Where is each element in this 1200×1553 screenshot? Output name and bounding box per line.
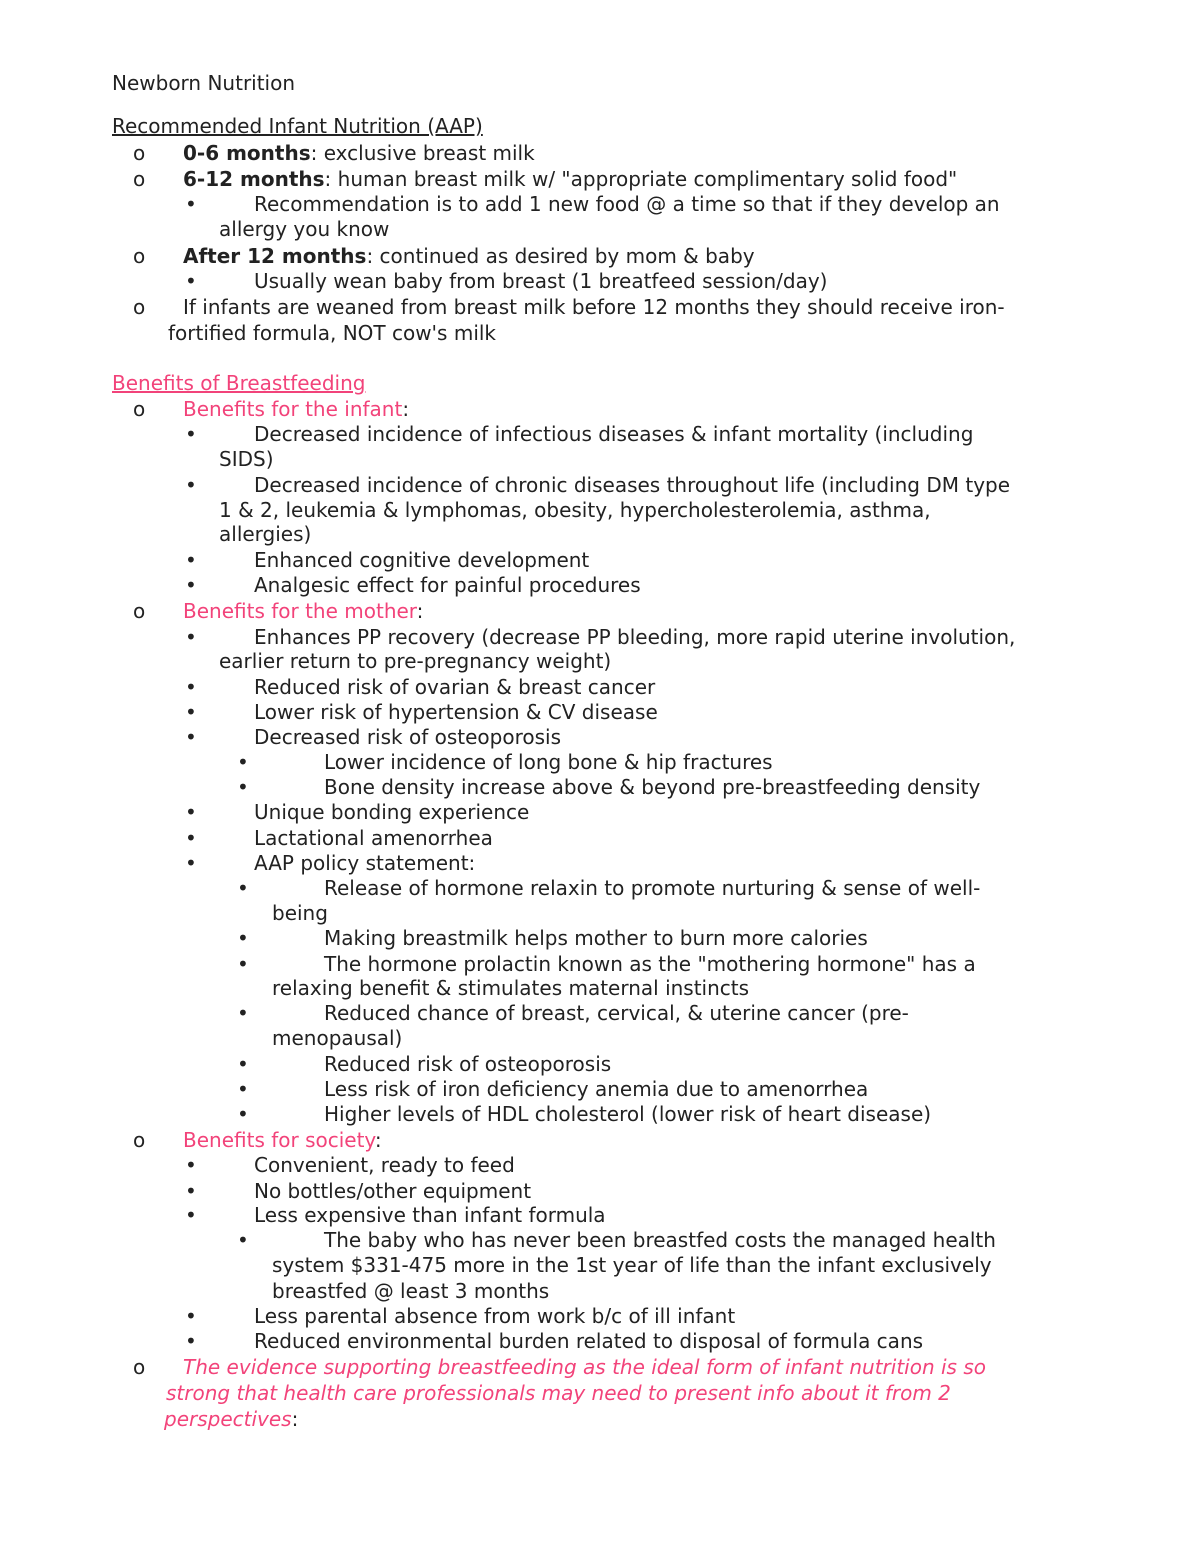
list-item: AAP policy statement: [254, 851, 476, 875]
bullet-dot: • [237, 952, 249, 976]
list-item: The baby who has never been breastfed costs the managed health [324, 1228, 996, 1252]
list-item: Usually wean baby from breast (1 breatfeed session/day) [254, 269, 828, 293]
subheading-text: Benefits for the mother [183, 599, 417, 623]
list-item-continuation: fortified formula, NOT cow's milk [168, 321, 497, 345]
bullet-dot: • [185, 725, 197, 749]
list-item-continuation: allergies) [219, 522, 312, 546]
bullet-circle: o [133, 1128, 146, 1152]
subheading-mother [183, 598, 423, 624]
bullet-dot: • [185, 1304, 197, 1328]
bullet-dot: • [185, 700, 197, 724]
list-item-continuation: system $331-475 more in the 1st year of life than the infant exclusively [272, 1253, 992, 1277]
bullet-dot: • [185, 548, 197, 572]
bullet-circle: o [133, 244, 146, 268]
bullet-dot: • [185, 269, 197, 293]
list-item-continuation: being [272, 901, 328, 925]
bullet-circle: o [133, 1355, 146, 1379]
bullet-dot: • [185, 473, 197, 497]
list-item: Decreased incidence of chronic diseases throughout life (including DM type [254, 473, 1011, 497]
bullet-dot: • [185, 675, 197, 699]
list-item: Convenient, ready to feed [254, 1153, 515, 1177]
subheading-text: Benefits for the infant [183, 397, 403, 421]
list-item: Lactational amenorrhea [254, 826, 493, 850]
bullet-dot: • [185, 192, 197, 216]
bullet-circle: o [133, 599, 146, 623]
item-bold: After 12 months [183, 244, 367, 268]
bullet-dot: • [185, 800, 197, 824]
colon: : [374, 1128, 382, 1152]
list-item: Reduced risk of ovarian & breast cancer [254, 675, 656, 699]
item-text: : exclusive breast milk [310, 141, 535, 165]
list-item: Higher levels of HDL cholesterol (lower risk of heart disease) [324, 1102, 932, 1126]
evidence-statement: The evidence supporting breastfeeding as the ideal form of infant nutrition is so [183, 1355, 986, 1379]
bullet-circle: o [133, 167, 146, 191]
list-item: Enhanced cognitive development [254, 548, 590, 572]
list-item-continuation: 1 & 2, leukemia & lymphomas, obesity, hypercholesterolemia, asthma, [219, 498, 931, 522]
list-item-continuation: earlier return to pre-pregnancy weight) [219, 649, 612, 673]
section-heading-benefits: Benefits of Breastfeeding [112, 371, 366, 395]
list-item: Less expensive than infant formula [254, 1203, 606, 1227]
page-title: Newborn Nutrition [112, 71, 296, 95]
bullet-dot: • [237, 926, 249, 950]
bullet-dot: • [185, 1179, 197, 1203]
bullet-dot: • [185, 1153, 197, 1177]
list-item: Recommendation is to add 1 new food @ a time so that if they develop an [254, 192, 1000, 216]
subheading-society [183, 1127, 382, 1153]
bullet-circle: o [133, 295, 146, 319]
evidence-text: perspectives [164, 1407, 292, 1431]
item-bold: 6-12 months [183, 167, 325, 191]
bullet-dot: • [237, 1228, 249, 1252]
bullet-dot: • [237, 775, 249, 799]
subheading-text: Benefits for society [183, 1128, 375, 1152]
item-text: : continued as desired by mom & baby [366, 244, 755, 268]
evidence-statement-end [164, 1406, 298, 1432]
list-item-continuation: breastfed @ least 3 months [272, 1279, 550, 1303]
list-item: The hormone prolactin known as the "mothering hormone" has a [324, 952, 976, 976]
bullet-dot: • [237, 1102, 249, 1126]
evidence-statement-continuation: strong that health care professionals may need to present info about it from 2 [166, 1381, 951, 1405]
list-item: Unique bonding experience [254, 800, 530, 824]
list-item [183, 140, 535, 166]
list-item: Lower incidence of long bone & hip fractures [324, 750, 773, 774]
list-item: Bone density increase above & beyond pre-breastfeeding density [324, 775, 981, 799]
list-item: Reduced chance of breast, cervical, & uterine cancer (pre- [324, 1001, 909, 1025]
list-item: Decreased incidence of infectious diseases & infant mortality (including [254, 422, 974, 446]
list-item: Less parental absence from work b/c of ill infant [254, 1304, 736, 1328]
bullet-circle: o [133, 141, 146, 165]
list-item [183, 243, 755, 269]
list-item: Release of hormone relaxin to promote nurturing & sense of well- [324, 876, 981, 900]
colon: : [402, 397, 410, 421]
list-item-continuation: allergy you know [219, 217, 390, 241]
list-item: Decreased risk of osteoporosis [254, 725, 561, 749]
bullet-dot: • [185, 422, 197, 446]
colon: : [416, 599, 424, 623]
subheading-infant [183, 396, 409, 422]
list-item: Enhances PP recovery (decrease PP bleeding, more rapid uterine involution, [254, 625, 1016, 649]
list-item-continuation: menopausal) [272, 1026, 403, 1050]
list-item: Analgesic effect for painful procedures [254, 573, 641, 597]
section-heading-recommended: Recommended Infant Nutrition (AAP) [112, 114, 483, 138]
bullet-circle: o [133, 397, 146, 421]
bullet-dot: • [237, 1077, 249, 1101]
list-item: Lower risk of hypertension & CV disease [254, 700, 658, 724]
bullet-dot: • [185, 1329, 197, 1353]
bullet-dot: • [237, 1052, 249, 1076]
list-item-continuation: SIDS) [219, 447, 274, 471]
list-item-continuation: relaxing benefit & stimulates maternal instincts [272, 976, 750, 1000]
item-text: : human breast milk w/ "appropriate complimentary solid food" [324, 167, 958, 191]
list-item: Making breastmilk helps mother to burn more calories [324, 926, 868, 950]
bullet-dot: • [237, 876, 249, 900]
bullet-dot: • [237, 1001, 249, 1025]
bullet-dot: • [185, 1203, 197, 1227]
item-bold: 0-6 months [183, 141, 311, 165]
bullet-dot: • [185, 826, 197, 850]
list-item: Less risk of iron deficiency anemia due to amenorrhea [324, 1077, 869, 1101]
list-item: Reduced environmental burden related to disposal of formula cans [254, 1329, 924, 1353]
list-item: Reduced risk of osteoporosis [324, 1052, 612, 1076]
list-item: If infants are weaned from breast milk before 12 months they should receive iron- [183, 295, 1005, 319]
bullet-dot: • [185, 625, 197, 649]
colon: : [291, 1407, 299, 1431]
list-item: No bottles/other equipment [254, 1179, 532, 1203]
bullet-dot: • [237, 750, 249, 774]
bullet-dot: • [185, 573, 197, 597]
bullet-dot: • [185, 851, 197, 875]
list-item [183, 166, 957, 192]
